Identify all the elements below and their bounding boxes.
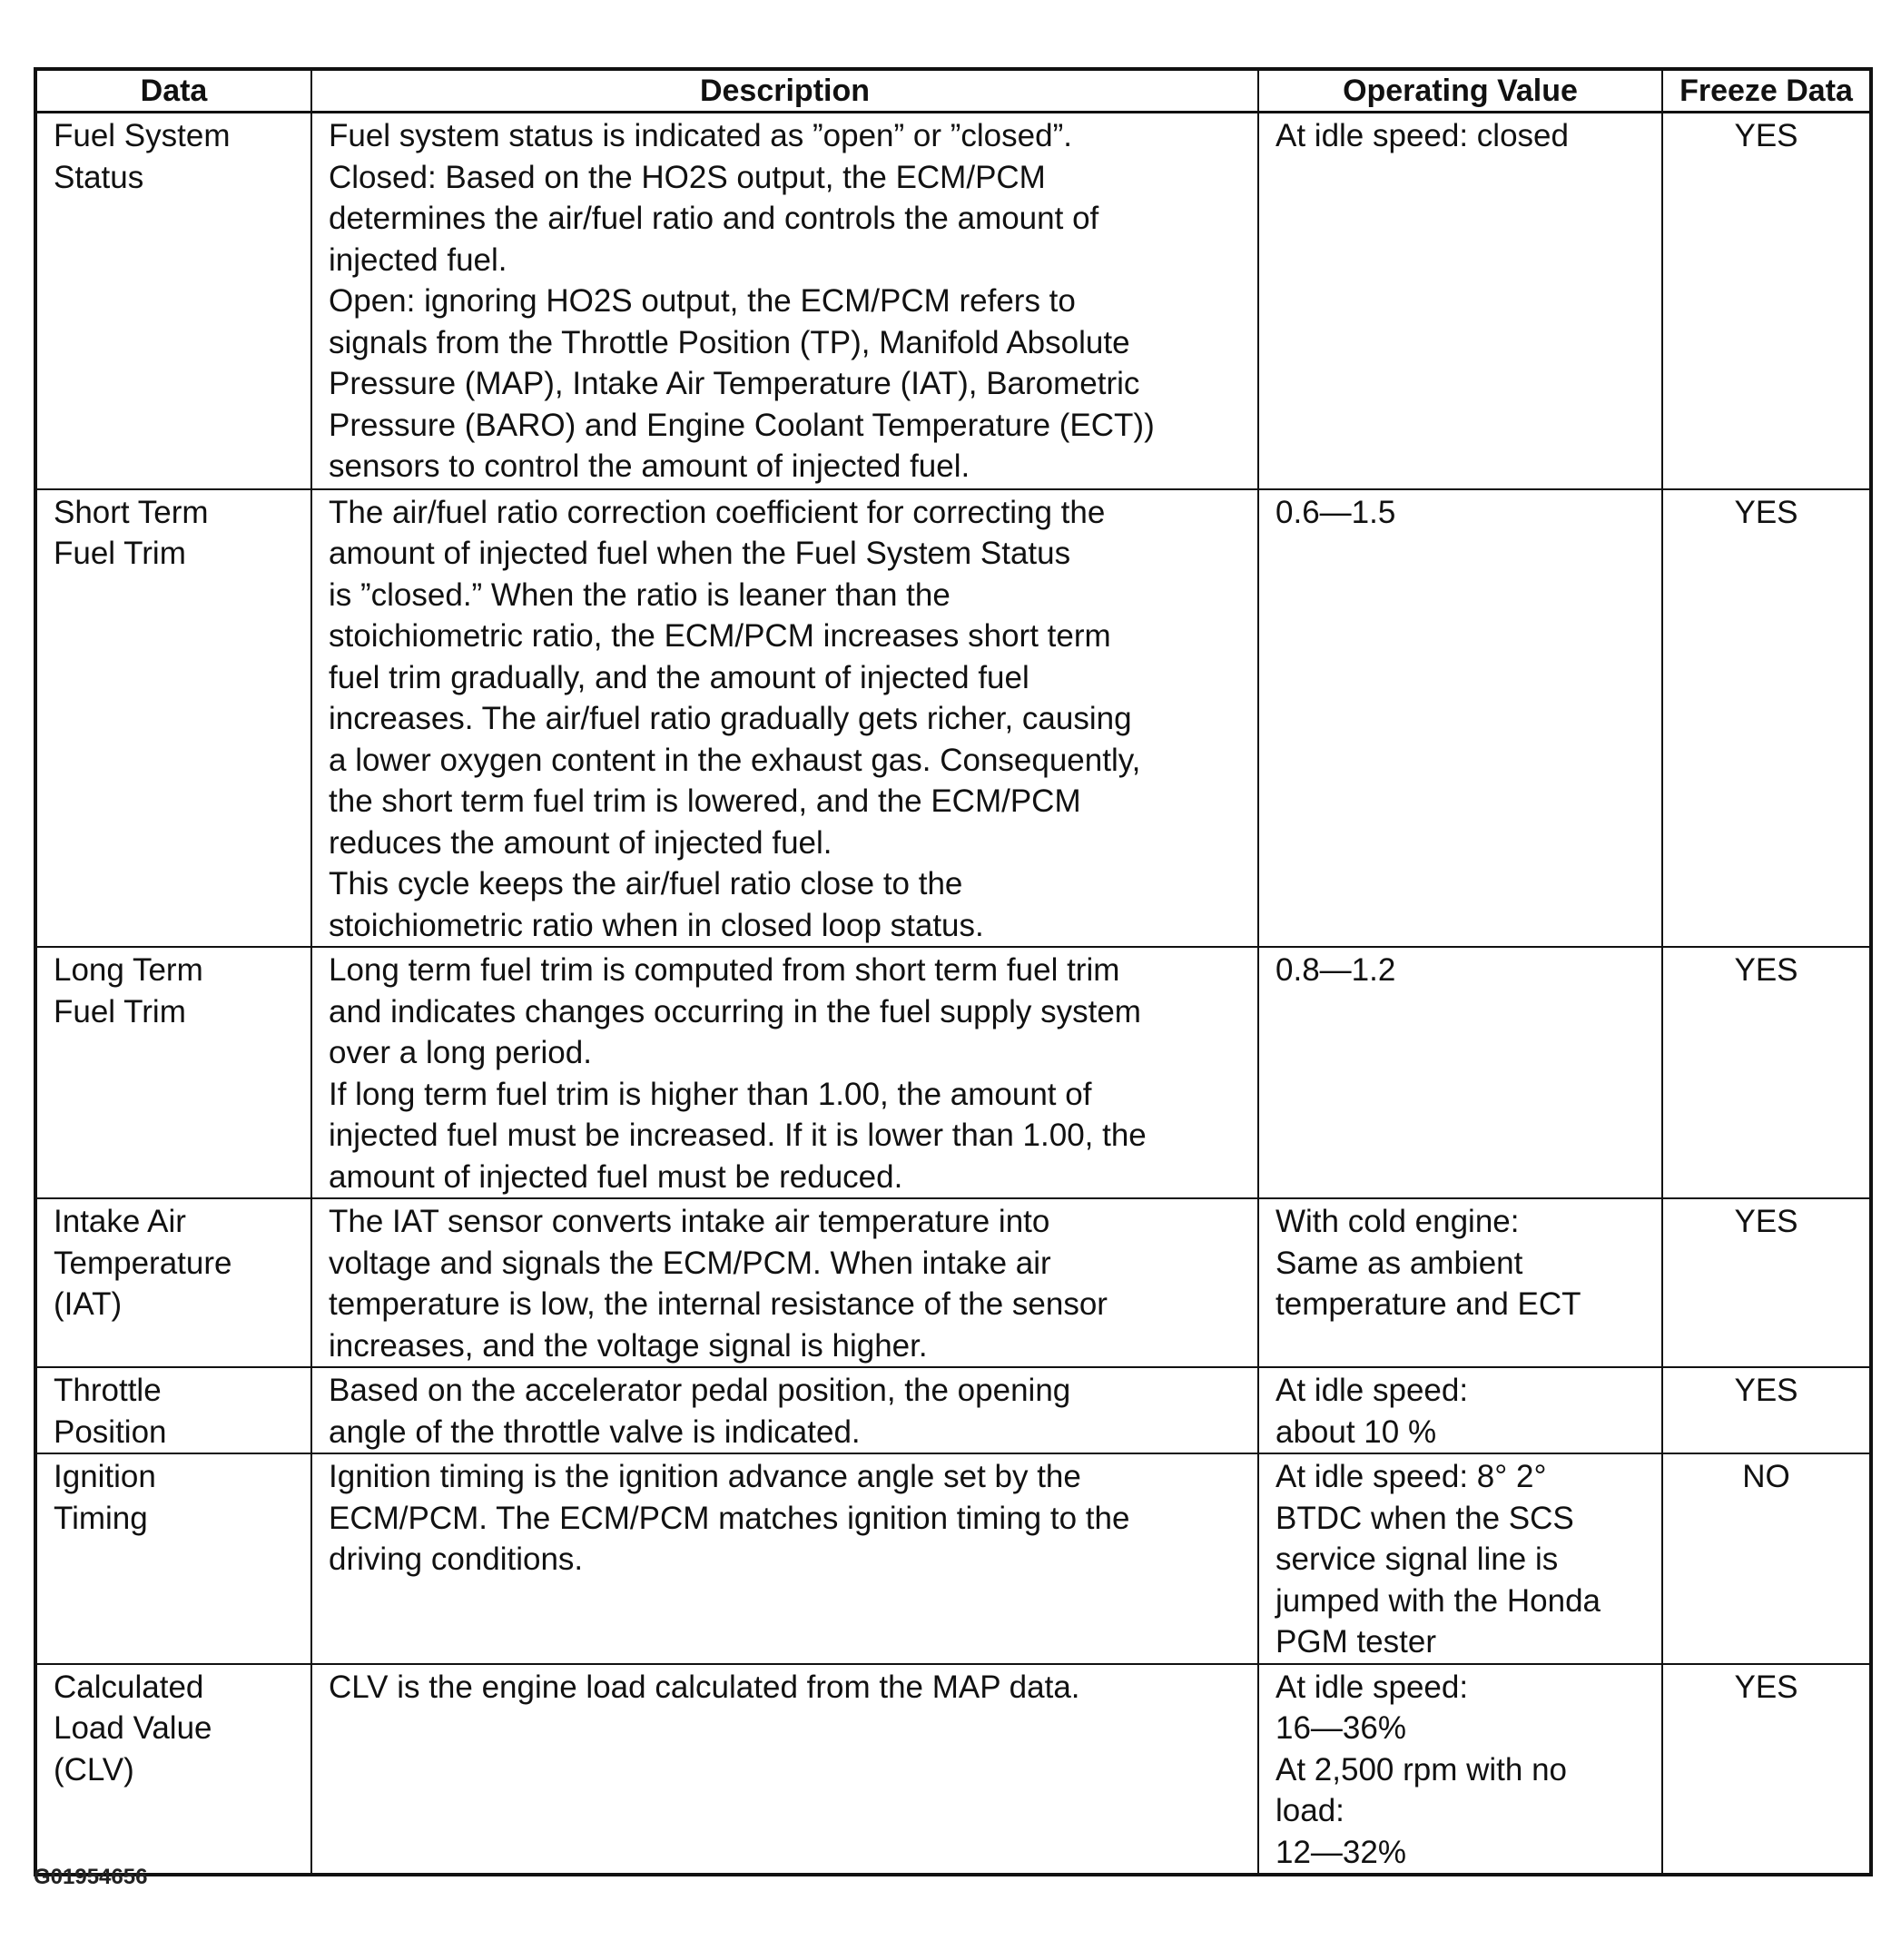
cell-freeze-data: YES <box>1662 489 1871 948</box>
cell-description <box>311 1367 1258 1453</box>
text-line: Load Value <box>54 1710 212 1746</box>
text-line: Intake Air <box>54 1204 186 1239</box>
cell-data <box>35 1453 311 1664</box>
text-line: With cold engine: <box>1276 1204 1520 1239</box>
text-line: a lower oxygen content in the exhaust gas. Consequently, <box>329 742 1141 778</box>
text-line: Long Term <box>54 952 203 988</box>
text-line: temperature is low, the internal resistance of the sensor <box>329 1286 1108 1322</box>
table-row <box>35 113 1871 489</box>
document-id: G01954656 <box>34 1865 148 1889</box>
text-line: Fuel Trim <box>54 536 186 571</box>
text-line: (CLV) <box>54 1751 134 1788</box>
text-line: 0.8—1.2 <box>1276 952 1396 988</box>
header-description: Description <box>311 69 1258 113</box>
table-row <box>35 947 1871 1198</box>
text-line: If long term fuel trim is higher than 1.00, the amount of <box>329 1076 1092 1112</box>
text-line: driving conditions. <box>329 1541 584 1577</box>
cell-data <box>35 489 311 948</box>
table-body <box>35 113 1871 1876</box>
text-line: Temperature <box>54 1245 232 1281</box>
cell-freeze-data: YES <box>1662 947 1871 1198</box>
table-row <box>35 1367 1871 1453</box>
table-row <box>35 1664 1871 1876</box>
text-line: Fuel system status is indicated as ”open” or ”closed”. <box>329 118 1072 153</box>
text-line: Timing <box>54 1500 148 1536</box>
text-line: over a long period. <box>329 1035 592 1070</box>
text-line: amount of injected fuel when the Fuel System Status <box>329 536 1071 571</box>
text-line: At idle speed: <box>1276 1373 1469 1408</box>
text-line: At idle speed: <box>1276 1669 1469 1705</box>
cell-operating-value <box>1258 1367 1662 1453</box>
text-line: The IAT sensor converts intake air temperature into <box>329 1204 1050 1239</box>
text-line: At 2,500 rpm with no <box>1276 1751 1567 1788</box>
table-row <box>35 489 1871 948</box>
text-line: Ignition <box>54 1459 156 1494</box>
cell-freeze-data: YES <box>1662 1367 1871 1453</box>
cell-operating-value <box>1258 489 1662 948</box>
table-row <box>35 1198 1871 1367</box>
text-line: stoichiometric ratio when in closed loop status. <box>329 907 984 943</box>
cell-description <box>311 947 1258 1198</box>
text-line: Status <box>54 159 144 195</box>
text-line: reduces the amount of injected fuel. <box>329 824 832 861</box>
text-line: jumped with the Honda <box>1276 1582 1601 1619</box>
table-row <box>35 1453 1871 1664</box>
text-line: Fuel System <box>54 118 231 153</box>
text-line: angle of the throttle valve is indicated. <box>329 1413 861 1450</box>
text-line: At idle speed: 8° 2° <box>1276 1459 1547 1494</box>
text-line: increases, and the voltage signal is higher. <box>329 1327 928 1364</box>
text-line: load: <box>1276 1793 1344 1828</box>
cell-data <box>35 1664 311 1876</box>
text-line: service signal line is <box>1276 1541 1559 1577</box>
cell-operating-value <box>1258 1453 1662 1664</box>
cell-description <box>311 1198 1258 1367</box>
cell-data <box>35 1198 311 1367</box>
cell-operating-value <box>1258 1664 1662 1876</box>
cell-description <box>311 1664 1258 1876</box>
text-line: amount of injected fuel must be reduced. <box>329 1158 903 1195</box>
cell-operating-value <box>1258 947 1662 1198</box>
text-line: is ”closed.” When the ratio is leaner than the <box>329 576 950 613</box>
text-line: the short term fuel trim is lowered, and the ECM/PCM <box>329 783 1081 819</box>
cell-data <box>35 947 311 1198</box>
text-line: 16—36% <box>1276 1710 1406 1746</box>
cell-description <box>311 113 1258 489</box>
text-line: Same as ambient <box>1276 1245 1523 1281</box>
text-line: CLV is the engine load calculated from the MAP data. <box>329 1669 1080 1705</box>
text-line: sensors to control the amount of injected fuel. <box>329 448 970 484</box>
table-header-row <box>35 69 1871 113</box>
text-line: Pressure (BARO) and Engine Coolant Temperature (ECT)) <box>329 407 1155 443</box>
text-line: determines the air/fuel ratio and controls the amount of <box>329 201 1099 236</box>
text-line: Open: ignoring HO2S output, the ECM/PCM refers to <box>329 283 1076 319</box>
cell-data <box>35 1367 311 1453</box>
cell-operating-value <box>1258 113 1662 489</box>
text-line: voltage and signals the ECM/PCM. When intake air <box>329 1245 1051 1281</box>
text-line: fuel trim gradually, and the amount of injected fuel <box>329 659 1029 695</box>
text-line: injected fuel. <box>329 241 507 278</box>
text-line: Based on the accelerator pedal position, the opening <box>329 1373 1071 1408</box>
text-line: ECM/PCM. The ECM/PCM matches ignition timing to the <box>329 1500 1130 1536</box>
text-line: Ignition timing is the ignition advance angle set by the <box>329 1459 1081 1494</box>
header-operating-value: Operating Value <box>1258 69 1662 113</box>
cell-freeze-data: NO <box>1662 1453 1871 1664</box>
text-line: Closed: Based on the HO2S output, the ECM/PCM <box>329 159 1046 195</box>
cell-freeze-data: YES <box>1662 1198 1871 1367</box>
text-line: Calculated <box>54 1669 204 1705</box>
text-line: Fuel Trim <box>54 993 186 1029</box>
header-data: Data <box>35 69 311 113</box>
text-line: PGM tester <box>1276 1624 1436 1660</box>
data-table <box>34 67 1873 1876</box>
text-line: The air/fuel ratio correction coefficient for correcting the <box>329 494 1106 530</box>
cell-freeze-data: YES <box>1662 1664 1871 1876</box>
text-line: (IAT) <box>54 1286 123 1322</box>
text-line: Short Term <box>54 494 209 530</box>
text-line: signals from the Throttle Position (TP), Manifold Absolute <box>329 324 1130 360</box>
text-line: stoichiometric ratio, the ECM/PCM increases short term <box>329 618 1111 654</box>
text-line: 12—32% <box>1276 1834 1406 1870</box>
text-line: 0.6—1.5 <box>1276 494 1396 530</box>
cell-freeze-data: YES <box>1662 113 1871 489</box>
text-line: This cycle keeps the air/fuel ratio close to the <box>329 866 963 901</box>
text-line: BTDC when the SCS <box>1276 1500 1574 1536</box>
cell-description <box>311 1453 1258 1664</box>
text-line: temperature and ECT <box>1276 1286 1581 1322</box>
text-line: and indicates changes occurring in the fuel supply system <box>329 993 1141 1029</box>
text-line: Position <box>54 1413 167 1450</box>
text-line: increases. The air/fuel ratio gradually gets richer, causing <box>329 701 1132 736</box>
text-line: Long term fuel trim is computed from short term fuel trim <box>329 952 1120 988</box>
header-freeze-data: Freeze Data <box>1662 69 1871 113</box>
text-line: At idle speed: closed <box>1276 118 1569 153</box>
text-line: injected fuel must be increased. If it is lower than 1.00, the <box>329 1118 1147 1153</box>
text-line: Pressure (MAP), Intake Air Temperature (IAT), Barometric <box>329 366 1140 401</box>
text-line: about 10 % <box>1276 1413 1437 1450</box>
cell-operating-value <box>1258 1198 1662 1367</box>
cell-data <box>35 113 311 489</box>
text-line: Throttle <box>54 1373 162 1408</box>
cell-description <box>311 489 1258 948</box>
